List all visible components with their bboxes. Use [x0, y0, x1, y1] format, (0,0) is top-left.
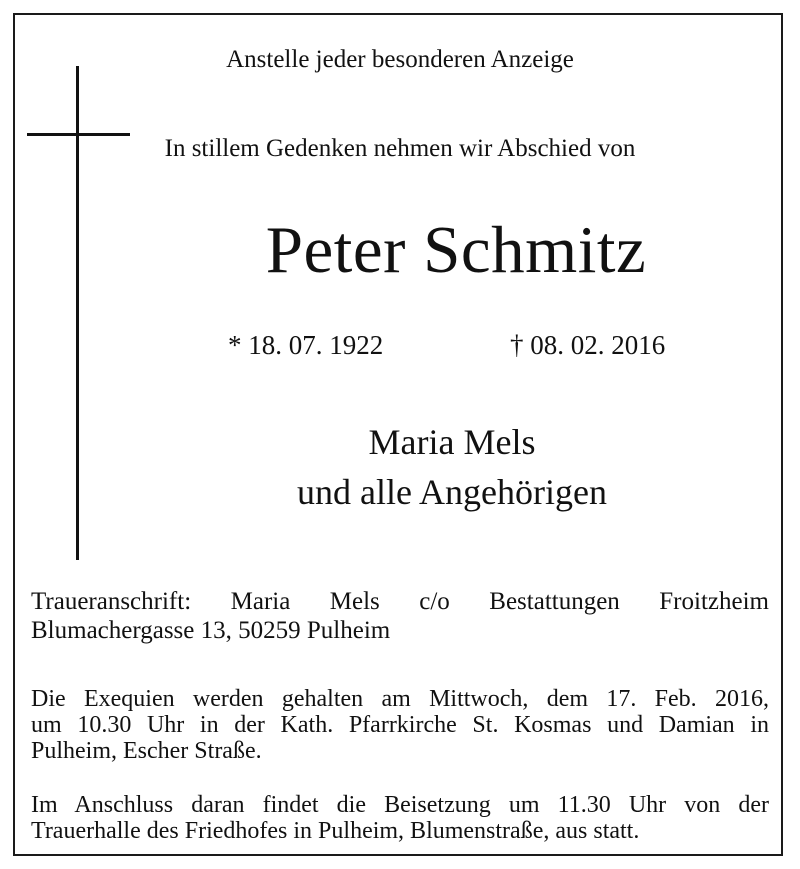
deceased-name: Peter Schmitz	[265, 213, 647, 287]
mourner-name: Maria Mels	[368, 422, 536, 462]
intro-text: Anstelle jeder besonderen Anzeige	[226, 46, 574, 73]
exequies-info	[31, 686, 769, 764]
death-date: † 08. 02. 2016	[510, 330, 666, 360]
address-line: Traueranschrift: Maria Mels c/o Bestattungen Froitzheim	[31, 588, 769, 615]
burial-line: Im Anschluss daran findet die Beisetzung um 11.30 Uhr von der	[31, 792, 769, 818]
birth-date: * 18. 07. 1922	[228, 330, 384, 360]
burial-line: Trauerhalle des Friedhofes in Pulheim, Blumenstraße, aus statt.	[31, 818, 640, 844]
burial-info	[31, 792, 769, 844]
address-line: Blumachergasse 13, 50259 Pulheim	[31, 617, 391, 644]
exequies-line: um 10.30 Uhr in der Kath. Pfarrkirche St. Kosmas und Damian in	[31, 712, 769, 738]
farewell-text: In stillem Gedenken nehmen wir Abschied von	[164, 135, 636, 162]
exequies-line: Pulheim, Escher Straße.	[31, 738, 262, 764]
exequies-line: Die Exequien werden gehalten am Mittwoch, dem 17. Feb. 2016,	[31, 686, 769, 712]
mourner-relatives: und alle Angehörigen	[297, 472, 607, 512]
mourning-address	[31, 587, 769, 645]
